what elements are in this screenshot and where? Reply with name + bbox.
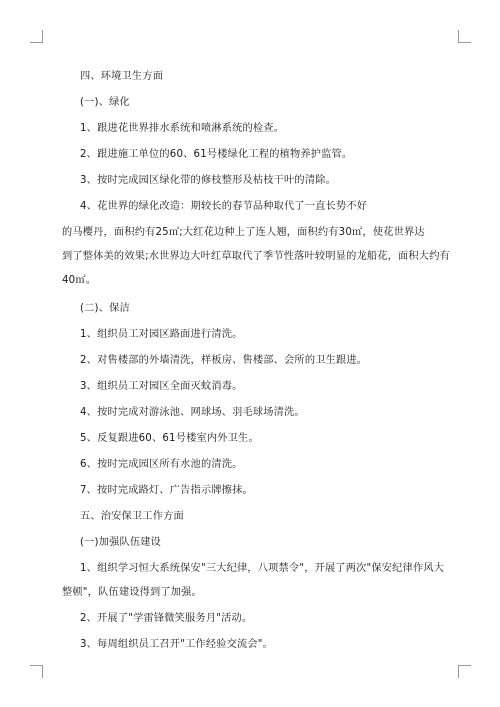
- paragraph: 1、组织员工对园区路面进行清洗。: [80, 329, 243, 340]
- subsection-heading: (一)、绿化: [80, 97, 130, 108]
- paragraph: 2、跟进施工单位的60、61号楼绿化工程的植物养护监管。: [80, 149, 353, 160]
- paragraph-continuation: 到了整体美的效果;水世界边大叶红草取代了季节性落叶较明显的龙船花，面积大约有: [62, 251, 450, 262]
- paragraph: 4、花世界的绿化改造：期较长的春节品种取代了一直长势不好: [80, 201, 368, 212]
- subsection-heading: (二)、保洁: [80, 303, 130, 314]
- paragraph: 2、开展了"学雷锋微笑服务月"活动。: [80, 613, 253, 624]
- paragraph: 4、按时完成对游泳池、网球场、羽毛球场清洗。: [80, 407, 305, 418]
- subsection-heading: (一)加强队伍建设: [80, 537, 162, 548]
- paragraph: 1、跟进花世界排水系统和喷淋系统的检查。: [80, 123, 285, 134]
- paragraph: 3、每周组织员工召开"工作经验交流会"。: [80, 639, 274, 650]
- page-corner-mark-top-left: [30, 30, 43, 43]
- page-corner-mark-top-right: [458, 30, 471, 43]
- section-heading: 四、环境卫生方面: [80, 71, 164, 82]
- section-heading: 五、治安保卫工作方面: [80, 511, 184, 522]
- paragraph: 6、按时完成园区所有水池的清洗。: [80, 459, 243, 470]
- paragraph: 7、按时完成路灯、广告指示牌擦抹。: [80, 485, 253, 496]
- paragraph: 5、反复跟进60、61号楼室内外卫生。: [80, 433, 259, 444]
- paragraph: 2、对售楼部的外墙清洗，样板房、售楼部、会所的卫生跟进。: [80, 355, 368, 366]
- page-corner-mark-bottom-left: [30, 665, 43, 678]
- paragraph-continuation: 40㎡。: [62, 275, 97, 286]
- paragraph: 1、组织学习恒大系统保安"三大纪律，八项禁令"，开展了两次"保安纪律作风大: [80, 563, 445, 574]
- paragraph-continuation: 整顿"，队伍建设得到了加强。: [62, 587, 202, 598]
- page-corner-mark-bottom-right: [458, 665, 471, 678]
- paragraph: 3、按时完成园区绿化带的修枝整形及枯枝干叶的清除。: [80, 175, 336, 186]
- paragraph-continuation: 的马樱丹，面积约有25㎡;大红花边种上了连人翘，面积约有30㎡，使花世界达: [62, 227, 425, 238]
- paragraph: 3、组织员工对园区全面灭蚊消毒。: [80, 381, 243, 392]
